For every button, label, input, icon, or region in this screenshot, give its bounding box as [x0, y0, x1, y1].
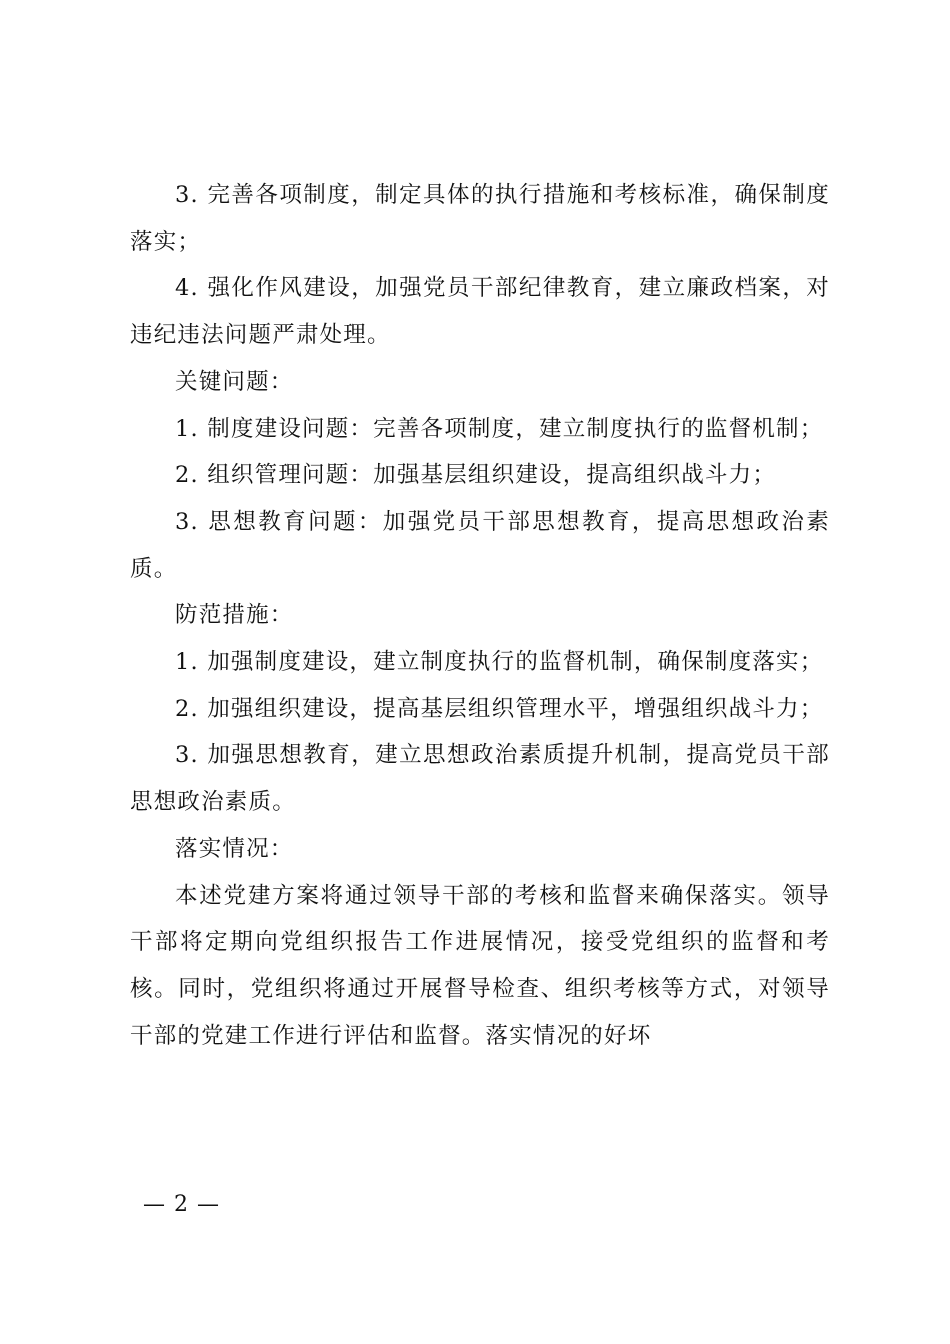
- paragraph-measure-prevent-1: 1. 加强制度建设，建立制度执行的监督机制，确保制度落实；: [175, 649, 824, 676]
- paragraph-measure-3: 3. 完善各项制度，制定具体的执行措施和考核标准，确保制度落实；: [130, 182, 830, 255]
- heading-key-issues: 关键问题：: [175, 368, 294, 395]
- paragraph-issue-2: 2. 组织管理问题：加强基层组织建设，提高组织战斗力；: [175, 462, 777, 489]
- paragraph-issue-3: 3. 思想教育问题：加强党员干部思想教育，提高思想政治素质。: [130, 508, 830, 582]
- document-body: [130, 172, 830, 1059]
- page-number: — 2 —: [143, 1192, 220, 1217]
- paragraph-measure-prevent-2: 2. 加强组织建设，提高基层组织管理水平，增强组织战斗力；: [175, 695, 824, 722]
- paragraph-implementation: 本述党建方案将通过领导干部的考核和监督来确保落实。领导干部将定期向党组织报告工作进展情况，接受党组织的监督和考核。同时，党组织将通过开展督导检查、组织考核等方式，对领导干部的党建工作进行评估和监督。落实情况的好坏: [130, 882, 830, 1049]
- paragraph-measure-4: 4. 强化作风建设，加强党员干部纪律教育，建立廉政档案，对违纪违法问题严肃处理。: [130, 275, 830, 349]
- heading-preventive-measures: 防范措施：: [175, 602, 294, 629]
- paragraph-issue-1: 1. 制度建设问题：完善各项制度，建立制度执行的监督机制；: [175, 415, 824, 442]
- paragraph-measure-prevent-3: 3. 加强思想教育，建立思想政治素质提升机制，提高党员干部思想政治素质。: [130, 742, 830, 816]
- heading-implementation: 落实情况：: [175, 835, 294, 862]
